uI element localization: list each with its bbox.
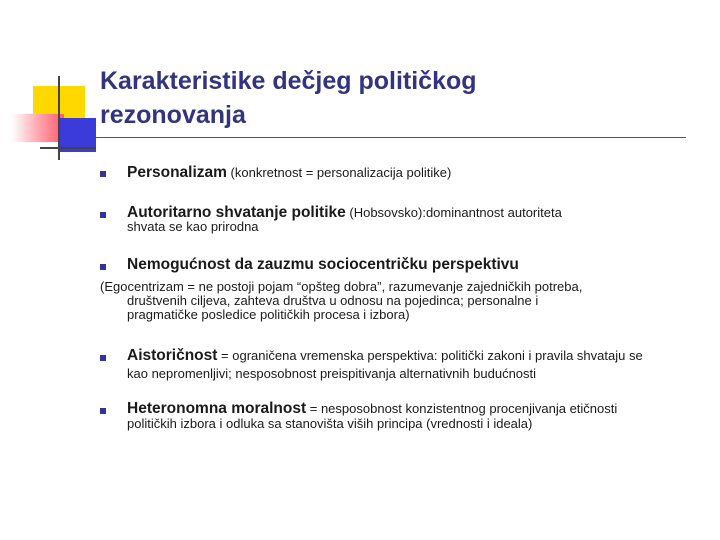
list-item-personalizam: [127, 166, 451, 180]
item-text: (Hobsovsko):dominantnost autoriteta: [345, 205, 562, 220]
item-continuation: kao nepromenljivi; nesposobnost preispitivanja alternativnih budućnosti: [127, 366, 537, 381]
bullet-icon: [100, 355, 106, 361]
item-continuation: pragmatičke posledice političkih procesa i izbora): [127, 307, 410, 322]
item-lead: Autoritarno shvatanje politike: [127, 204, 346, 221]
item-lead: Heteronomna moralnost: [127, 400, 307, 417]
title-underline: [96, 137, 686, 138]
title-line-2: rezonovanja: [100, 101, 246, 129]
decor-red-bar: [12, 114, 64, 142]
item-lead: Aistoričnost: [127, 347, 218, 364]
item-continuation: političkih izbora i odluka sa stanovišta viših principa (vrednosti i ideala): [127, 416, 533, 431]
list-item-aistoricnost: [127, 349, 643, 381]
item-text: = ograničena vremenska perspektiva: politički zakoni i pravila shvataju se: [217, 348, 643, 363]
bullet-icon: [100, 264, 106, 270]
item-paragraph: [100, 280, 700, 322]
item-lead: Nemogućnost da zauzmu sociocentričku perspektivu: [127, 256, 519, 273]
bullet-icon: [100, 212, 106, 218]
item-lead: Personalizam: [127, 164, 227, 181]
slide-title: [100, 64, 680, 132]
item-text: = nesposobnost konzistentnog procenjivanja etičnosti: [306, 401, 618, 416]
list-item-heteronomna: [127, 402, 617, 431]
list-item-sociocentricka: [127, 258, 519, 272]
item-continuation: društvenih ciljeva, zahteva društva u odnosu na pojedinca; personalne i: [127, 293, 539, 308]
item-text: (konkretnost = personalizacija politike): [226, 165, 452, 180]
decor-horizontal-line: [40, 147, 96, 149]
bullet-icon: [100, 171, 106, 177]
item-continuation: shvata se kao prirodna: [127, 219, 259, 234]
item-continuation: (Egocentrizam = ne postoji pojam “opšteg dobra”, razumevanje zajedničkih potreba,: [100, 279, 583, 294]
bullet-icon: [100, 408, 106, 414]
list-item-autoritarno: [127, 206, 562, 234]
title-line-1: Karakteristike dečjeg političkog: [100, 67, 477, 95]
